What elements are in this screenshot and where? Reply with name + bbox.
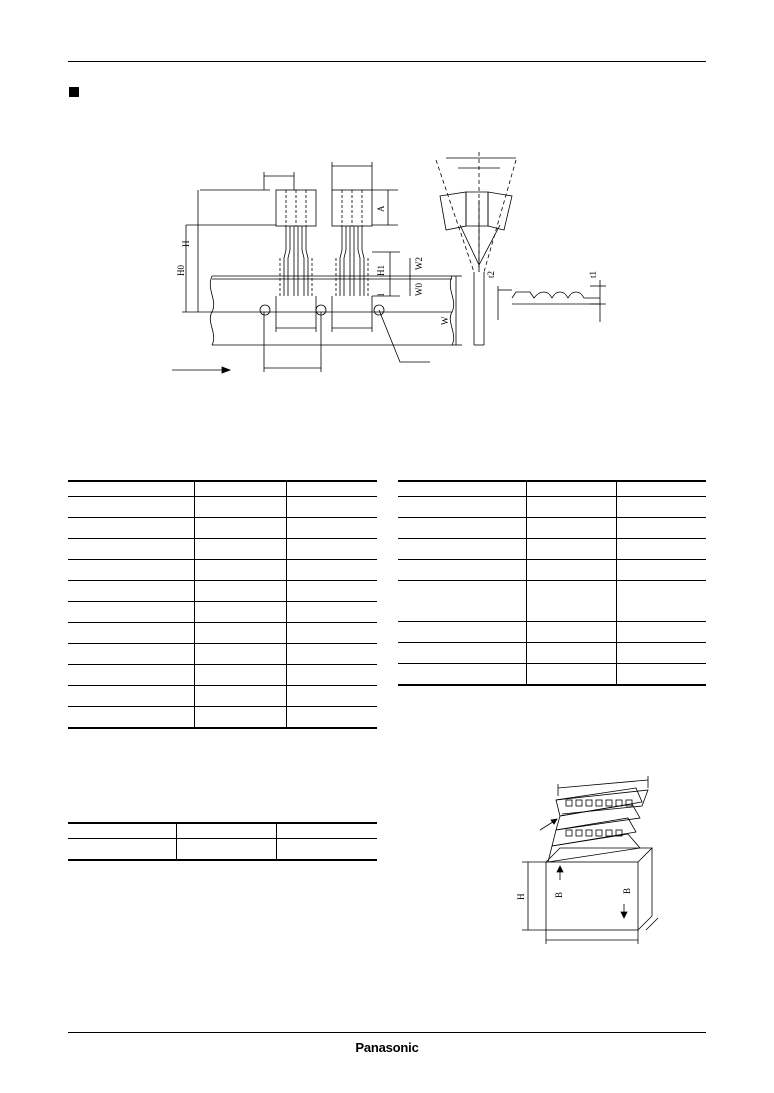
dim-label-H0: H0 xyxy=(176,265,186,276)
folded-tape xyxy=(548,788,648,862)
dim-label-t1: t1 xyxy=(588,270,598,278)
box-arrow-label-b: B xyxy=(622,887,632,894)
dim-label-W2: W2 xyxy=(414,257,424,270)
brand-logo: Panasonic xyxy=(355,1040,419,1055)
dim-label-H: H xyxy=(181,240,191,247)
box-arrow-label-a: B xyxy=(554,891,564,898)
box-dim-label-H: H xyxy=(516,893,526,900)
dim-label-W: W xyxy=(440,316,450,325)
dim-label-W0: W0 xyxy=(414,283,424,296)
dim-label-l: l xyxy=(376,293,386,296)
dim-label-A: A xyxy=(376,205,386,212)
footer-rule xyxy=(68,1032,706,1033)
dim-label-t2: t2 xyxy=(486,270,496,278)
tape-components xyxy=(566,800,632,836)
dim-label-H1: H1 xyxy=(376,265,386,276)
